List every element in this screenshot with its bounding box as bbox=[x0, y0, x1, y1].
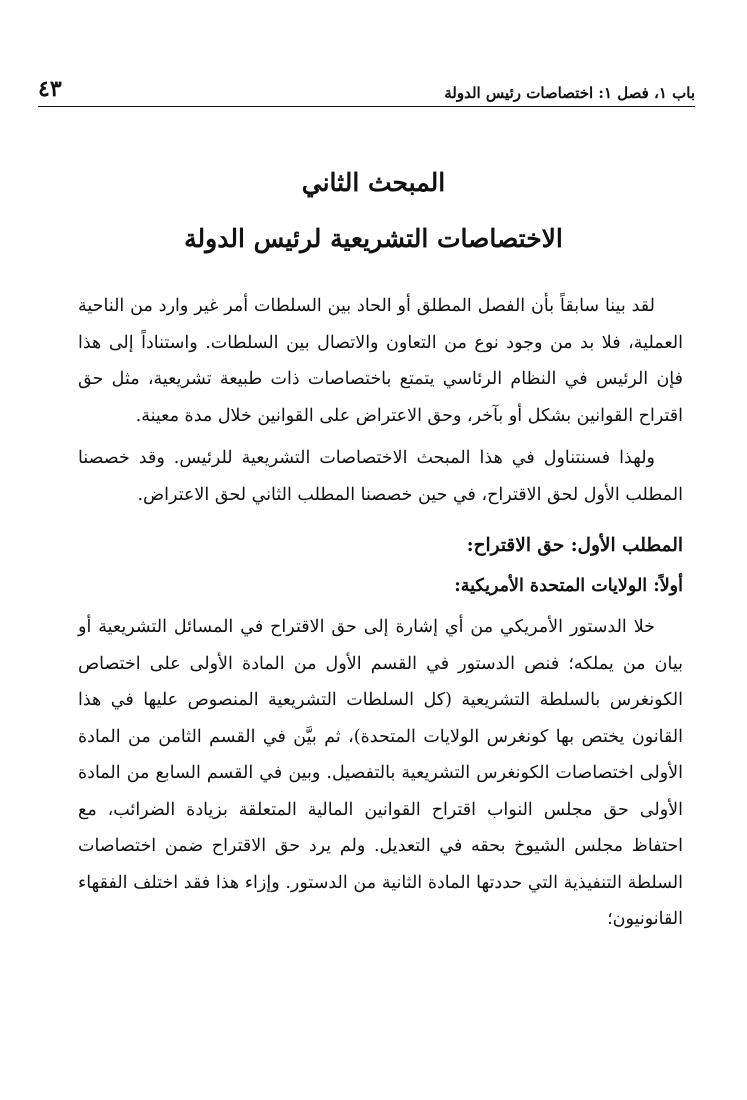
running-header bbox=[38, 76, 695, 107]
subheading-first-requirement: المطلب الأول: حق الاقتراح: bbox=[466, 535, 683, 556]
section-heading: المبحث الثاني bbox=[301, 168, 446, 197]
body-text bbox=[78, 288, 683, 938]
page-number: ٤٣ bbox=[38, 76, 62, 102]
running-title: باب ١، فصل ١: اختصاصات رئيس الدولة bbox=[444, 84, 695, 102]
paragraph-us-constitution: خلا الدستور الأمريكي من أي إشارة إلى حق الاقتراح في المسائل التشريعية أو بيان من يملكه؛ فنص الدستور في القسم الأول من المادة الأولى على اختصاص الكونغرس بالسلطة التشريعية (كل السلطات التشريعية المنصوص عليها في هذا القانون يختص بها كونغرس الولايات المتحدة)، ثم بيَّن في القسم الثامن من المادة الأولى اختصاصات الكونغرس التشريعية بالتفصيل. وبين في القسم السابع من المادة الأولى حق مجلس النواب اقتراح القوانين المالية المتعلقة بزيادة الضرائب، مع احتفاظ مجلس الشيوخ بحقه في التعديل. ولم يرد حق الاقتراح ضمن اختصاصات السلطة التنفيذية التي حددتها المادة الثانية من الدستور. وإزاء هذا فقد اختلف الفقهاء القانونيون؛ bbox=[78, 617, 683, 929]
paragraph-intro: لقد بينا سابقاً بأن الفصل المطلق أو الحاد بين السلطات أمر غير وارد من الناحية العملية، فلا بد من وجود نوع من التعاون والاتصال بين السلطات. واستناداً إلى هذا فإن الرئيس في النظام الرئاسي يتمتع باختصاصات ذات طبيعة تشريعية، مثل حق اقتراح القوانين بشكل أو بآخر، وحق الاعتراض على القوانين خلال مدة معينة. bbox=[78, 296, 683, 426]
paragraph-plan: ولهذا فسنتناول في هذا المبحث الاختصاصات التشريعية للرئيس. وقد خصصنا المطلب الأول لحق الاقتراح، في حين خصصنا المطلب الثاني لحق الاعتراض. bbox=[78, 448, 683, 505]
subheading-usa: أولاً: الولايات المتحدة الأمريكية: bbox=[454, 576, 683, 596]
section-title: الاختصاصات التشريعية لرئيس الدولة bbox=[184, 224, 563, 253]
